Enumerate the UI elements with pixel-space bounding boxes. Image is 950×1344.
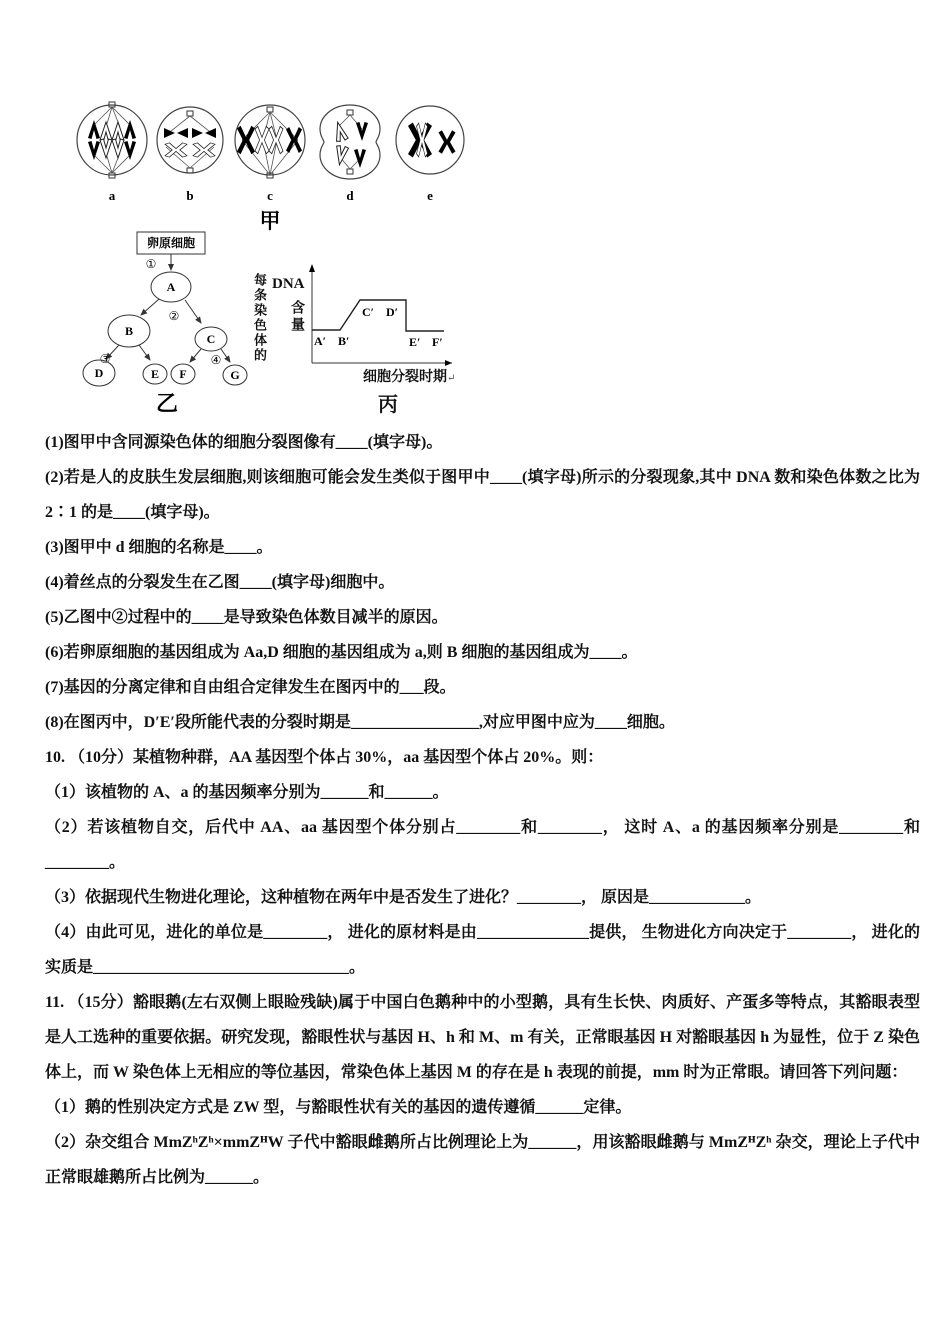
step-1: ① (145, 257, 157, 271)
cell-b (157, 107, 223, 173)
q9-part-6: (6)若卵原细胞的基因组成为 Aa,D 细胞的基因组成为 a,则 B 细胞的基因组成为____。 (45, 644, 638, 661)
point-C: C′ (362, 305, 375, 319)
dna-graph-bing (250, 250, 470, 425)
cell-c (235, 105, 305, 178)
q9-part-2: (2)若是人的皮肤生发层细胞,则该细胞可能会发生类似于图甲中____(填字母)所示的分裂现象,其中 DNA 数和染色体数之比为 2∶1 的是____(填字母)。 (45, 469, 920, 521)
q9-part-5: (5)乙图中②过程中的____是导致染色体数目减半的原因。 (45, 609, 448, 626)
figure-bing-label: 丙 (378, 394, 398, 416)
step-2: ② (168, 309, 180, 323)
q11-part-2: （2）杂交组合 MmZʰZʰ×mmZᴴW 子代中豁眼雌鹅所占比例理论上为______，用该豁眼雌鹅与 MmZᴴZʰ 杂交，理论上子代中正常眼雄鹅所占比例为______。 (45, 1134, 920, 1186)
q9-part-4: (4)着丝点的分裂发生在乙图____(填字母)细胞中。 (45, 574, 395, 591)
point-A: A′ (314, 334, 327, 348)
figure-jia-label: 甲 (259, 209, 281, 233)
q10-stem: 10. （10分）某植物种群，AA 基因型个体占 30%，aa 基因型个体占 20%。则： (45, 749, 604, 766)
y-axis-label-dna: DNA (272, 276, 305, 292)
q10-part-2: （2）若该植物自交，后代中 AA、aa 基因型个体分别占________和________， 这时 A、a 的基因频率分别是________和________。 (45, 819, 920, 871)
cell-c-label: c (267, 188, 273, 203)
figure-yi-label: 乙 (155, 391, 179, 416)
node-B-label: B (124, 324, 134, 338)
return-mark: ↵ (447, 373, 456, 384)
x-axis-label: 细胞分裂时期↵ (363, 370, 456, 385)
node-F-label: F (179, 367, 187, 381)
node-E-label: E (150, 367, 160, 381)
q9-part-1: (1)图甲中含同源染色体的细胞分裂图像有____(填字母)。 (45, 434, 443, 451)
cell-a (77, 102, 147, 178)
dna-curve (312, 300, 444, 331)
q10-part-3: （3）依据现代生物进化理论，这种植物在两年中是否发生了进化？________， 原因是____________。 (45, 889, 762, 906)
point-F: F′ (432, 335, 443, 349)
cell-e-label: e (427, 188, 433, 203)
q10-part-1: （1）该植物的 A、a 的基因频率分别为______和______。 (45, 784, 449, 801)
step-3: ③ (99, 352, 111, 366)
node-A-label: A (166, 280, 176, 294)
question9-figure (0, 0, 950, 425)
q9-part-3: (3)图甲中 d 细胞的名称是____。 (45, 539, 273, 556)
y-axis-label-unit: 含量 (289, 300, 304, 334)
step-4: ④ (210, 353, 222, 367)
point-D: D′ (386, 305, 399, 319)
q11-stem: 11. （15分）豁眼鹅(左右双侧上眼睑残缺)属于中国白色鹅种中的小型鹅，具有生长快、肉质好、产蛋多等特点，其豁眼表型是人工选种的重要依据。研究发现，豁眼性状与基因 H、h 和 M、m 有关，正常眼基因 H 对豁眼基因 h 为显性，位于 Z 染色体上，而 W 染色体上无相应的等位基因，常染色体上基因 M 的存在是 h 表现的前提，mm 时为正常眼。请回答下列问题： (45, 994, 920, 1081)
node-C-label: C (206, 332, 216, 346)
y-axis-label-vertical: 每条染色体的 (252, 273, 267, 363)
cell-e (396, 106, 464, 174)
node-G-label: G (230, 368, 240, 382)
q11-part-1: （1）鹅的性别决定方式是 ZW 型，与豁眼性状有关的基因的遗传遵循______定律。 (45, 1099, 632, 1116)
point-B: B′ (338, 334, 350, 348)
cell-b-label: b (186, 188, 194, 203)
cell-d-label: d (346, 188, 354, 203)
point-E: E′ (409, 335, 421, 349)
cell-a-label: a (108, 188, 116, 203)
q9-part-7: (7)基因的分离定律和自由组合定律发生在图丙中的___段。 (45, 679, 456, 696)
q10-part-4: （4）由此可见，进化的单位是________， 进化的原材料是由______________提供， 生物进化方向决定于________， 进化的实质是________________________________。 (45, 924, 920, 976)
cell-d (320, 105, 380, 179)
cell-division-diagram-jia (70, 85, 490, 235)
node-D-label: D (94, 366, 104, 380)
oogonium-box-label: 卵原细胞 (146, 236, 196, 250)
q9-part-8: (8)在图丙中，D′E′段所能代表的分裂时期是________________,对应甲图中应为____细胞。 (45, 714, 675, 731)
question-text-block (0, 425, 950, 1195)
